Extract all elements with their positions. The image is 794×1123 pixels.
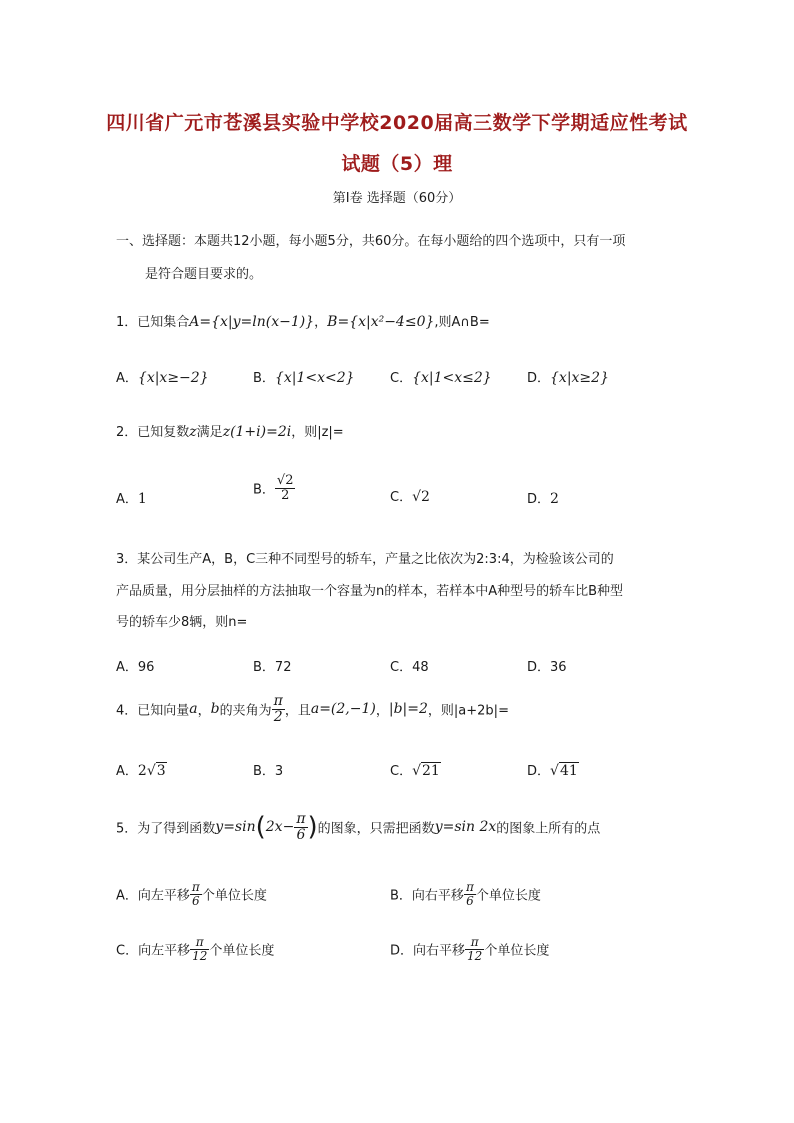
q2-option-d[interactable] xyxy=(527,488,559,507)
question-5-stem xyxy=(116,812,600,842)
question-3-stem-cont: 产品质量，用分层抽样的方法抽取一个容量为n的样本，若样本中A种型号的轿车比B种型 xyxy=(116,584,624,599)
option-text: 48 xyxy=(412,660,429,675)
q1-option-b[interactable] xyxy=(253,367,355,386)
fraction-numerator: √2 xyxy=(276,473,294,488)
option-fraction xyxy=(465,936,484,962)
option-text: √2 xyxy=(412,489,430,505)
option-sqrt: √3 xyxy=(146,763,166,779)
q2-option-b[interactable] xyxy=(253,474,295,502)
option-label: D． xyxy=(527,660,551,675)
option-label: D． xyxy=(390,943,414,959)
option-text-end: 个单位长度 xyxy=(201,888,267,904)
option-label: A． xyxy=(116,764,138,779)
q5-option-b[interactable] xyxy=(390,881,541,907)
option-label: C． xyxy=(116,943,139,959)
q4-angle-fraction xyxy=(272,694,285,724)
q5-option-d[interactable] xyxy=(390,936,549,962)
option-label: B． xyxy=(253,764,275,779)
q4-suffix: ，则|a+2b|= xyxy=(427,703,509,719)
option-fraction xyxy=(464,881,476,907)
q3-option-b[interactable] xyxy=(253,656,291,675)
option-label: C． xyxy=(390,371,413,386)
fraction-denominator: 12 xyxy=(192,948,208,963)
q4-vector-b: b xyxy=(210,701,220,718)
fraction-denominator: 2 xyxy=(273,708,283,725)
option-label: A． xyxy=(116,888,138,904)
fraction-numerator: π xyxy=(191,880,200,894)
option-text: 1 xyxy=(137,491,147,507)
question-3-stem: 3．某公司生产A，B，C三种不同型号的轿车，产量之比依次为2:3:4，为检验该公司的 xyxy=(116,552,614,567)
fraction-numerator: π xyxy=(273,693,283,709)
right-paren: ) xyxy=(307,812,318,843)
q4-cond1: a=(2,−1) xyxy=(310,701,376,718)
question-2-stem xyxy=(116,421,344,440)
q1-set-a: A={x|y=ln(x−1)} xyxy=(189,314,315,330)
option-text: 36 xyxy=(550,660,567,675)
q3-option-a[interactable] xyxy=(116,656,154,675)
option-label: C． xyxy=(390,764,413,779)
option-fraction xyxy=(190,881,202,907)
q4-option-d[interactable] xyxy=(527,760,579,779)
option-text: {x|x≥−2} xyxy=(137,370,209,386)
q5-func1-fraction xyxy=(294,812,307,842)
radicand: 41 xyxy=(559,763,578,779)
option-label: C． xyxy=(390,490,413,505)
q2-option-a[interactable] xyxy=(116,488,147,507)
q1-set-b: B={x|x²−4≤0} xyxy=(327,314,435,330)
option-text: 向左平移 xyxy=(138,943,191,959)
q5-func2: y=sin 2x xyxy=(434,819,497,836)
fraction-numerator: π xyxy=(190,936,209,950)
q1-option-a[interactable] xyxy=(116,367,209,386)
option-label: B． xyxy=(253,660,275,675)
radicand: 21 xyxy=(422,763,440,779)
question-3-stem-end: 号的轿车少8辆，则n= xyxy=(116,615,248,630)
option-sqrt: √21 xyxy=(412,763,440,779)
q5-func1-arg: 2x− xyxy=(265,819,295,836)
option-fraction xyxy=(190,936,209,962)
fraction-denominator: 6 xyxy=(192,893,200,908)
volume-heading: 第Ⅰ卷 选择题（60分） xyxy=(332,191,462,206)
option-text: {x|x≥2} xyxy=(550,370,609,386)
page-subtitle: 试题（5）理 xyxy=(341,153,453,175)
option-text: 3 xyxy=(274,764,284,779)
fraction-numerator: π xyxy=(296,811,306,827)
q2-prefix: 2．已知复数 xyxy=(116,425,190,440)
option-label: C． xyxy=(390,660,413,675)
option-text: 72 xyxy=(274,660,292,675)
q2-option-c[interactable] xyxy=(390,486,430,505)
fraction-denominator: 6 xyxy=(466,893,474,908)
option-text: {x|1<x<2} xyxy=(274,370,355,386)
option-label: A． xyxy=(116,371,138,386)
radicand: 3 xyxy=(156,763,166,779)
question-1-stem: 1．已知集合A={x|y=ln(x−1)}，B={x|x²−4≤0},则A∩B= xyxy=(116,314,490,330)
option-text-end: 个单位长度 xyxy=(209,943,275,959)
option-text: {x|1<x≤2} xyxy=(412,370,492,386)
q4-vector-a: a xyxy=(189,701,198,718)
option-text: 向右平移 xyxy=(411,888,464,904)
option-coef: 2 xyxy=(137,763,147,779)
option-label: B． xyxy=(253,482,275,498)
option-label: A． xyxy=(116,492,138,507)
q5-mid: 的图象，只需把函数 xyxy=(317,821,435,837)
fraction-denominator: 2 xyxy=(281,487,290,503)
q4-option-a[interactable] xyxy=(116,760,167,779)
q5-prefix: 5．为了得到函数 xyxy=(116,821,216,837)
q4-option-b[interactable] xyxy=(253,760,283,779)
q4-mid: 的夹角为 xyxy=(219,703,272,719)
q3-option-c[interactable] xyxy=(390,656,429,675)
q4-cond2: |b|=2 xyxy=(388,701,428,718)
left-paren: ( xyxy=(255,812,266,843)
option-text: 96 xyxy=(137,660,155,675)
option-text-end: 个单位长度 xyxy=(475,888,541,904)
q3-option-d[interactable] xyxy=(527,656,567,675)
q1-option-d[interactable] xyxy=(527,367,609,386)
fraction-numerator: π xyxy=(465,880,474,894)
option-label: D． xyxy=(527,371,551,386)
option-sqrt: √41 xyxy=(550,763,578,779)
question-4-stem: 4．已知向量a，b的夹角为 $\frac{\pi}{2}$ ，且a=(2,−1)，|b|=2，则|a+2b|= xyxy=(116,693,509,725)
option-label: B． xyxy=(253,371,275,386)
q4-prefix: 4．已知向量 xyxy=(116,703,190,719)
q4-mid2: ，且 xyxy=(284,703,311,719)
q5-option-c[interactable] xyxy=(116,936,274,962)
q2-var: z xyxy=(189,424,197,440)
page-title: 四川省广元市苍溪县实验中学校2020届高三数学下学期适应性考试 xyxy=(106,112,688,134)
option-label: D． xyxy=(527,764,551,779)
q1-suffix: ,则A∩B= xyxy=(434,315,490,330)
q2-mid: 满足 xyxy=(196,425,223,440)
option-text: 向右平移 xyxy=(413,943,466,959)
fraction-numerator: π xyxy=(465,936,484,950)
option-text: 向左平移 xyxy=(137,888,190,904)
q2-suffix: ，则|z|= xyxy=(291,425,344,440)
section-intro-cont: 是符合题目要求的。 xyxy=(145,267,263,282)
q1-prefix: 1．已知集合 xyxy=(116,315,190,330)
q1-option-c[interactable] xyxy=(390,367,492,386)
q5-func1-head: y=sin xyxy=(215,819,256,836)
option-text-end: 个单位长度 xyxy=(484,943,550,959)
q5-option-a[interactable] xyxy=(116,881,267,907)
section-intro: 一、选择题：本题共12小题，每小题5分，共60分。在每小题给的四个选项中，只有一项 xyxy=(116,234,626,249)
option-label: B． xyxy=(390,888,412,904)
option-text: 2 xyxy=(550,491,559,507)
option-label: D． xyxy=(527,492,551,507)
option-fraction xyxy=(275,474,296,502)
q4-option-c[interactable] xyxy=(390,760,441,779)
fraction-denominator: 12 xyxy=(467,948,483,963)
option-label: A． xyxy=(116,660,138,675)
q2-equation: z(1+i)=2i xyxy=(222,424,292,440)
q4-sep: ， xyxy=(197,703,211,719)
fraction-denominator: 6 xyxy=(296,826,306,843)
q5-suffix: 的图象上所有的点 xyxy=(496,821,601,837)
